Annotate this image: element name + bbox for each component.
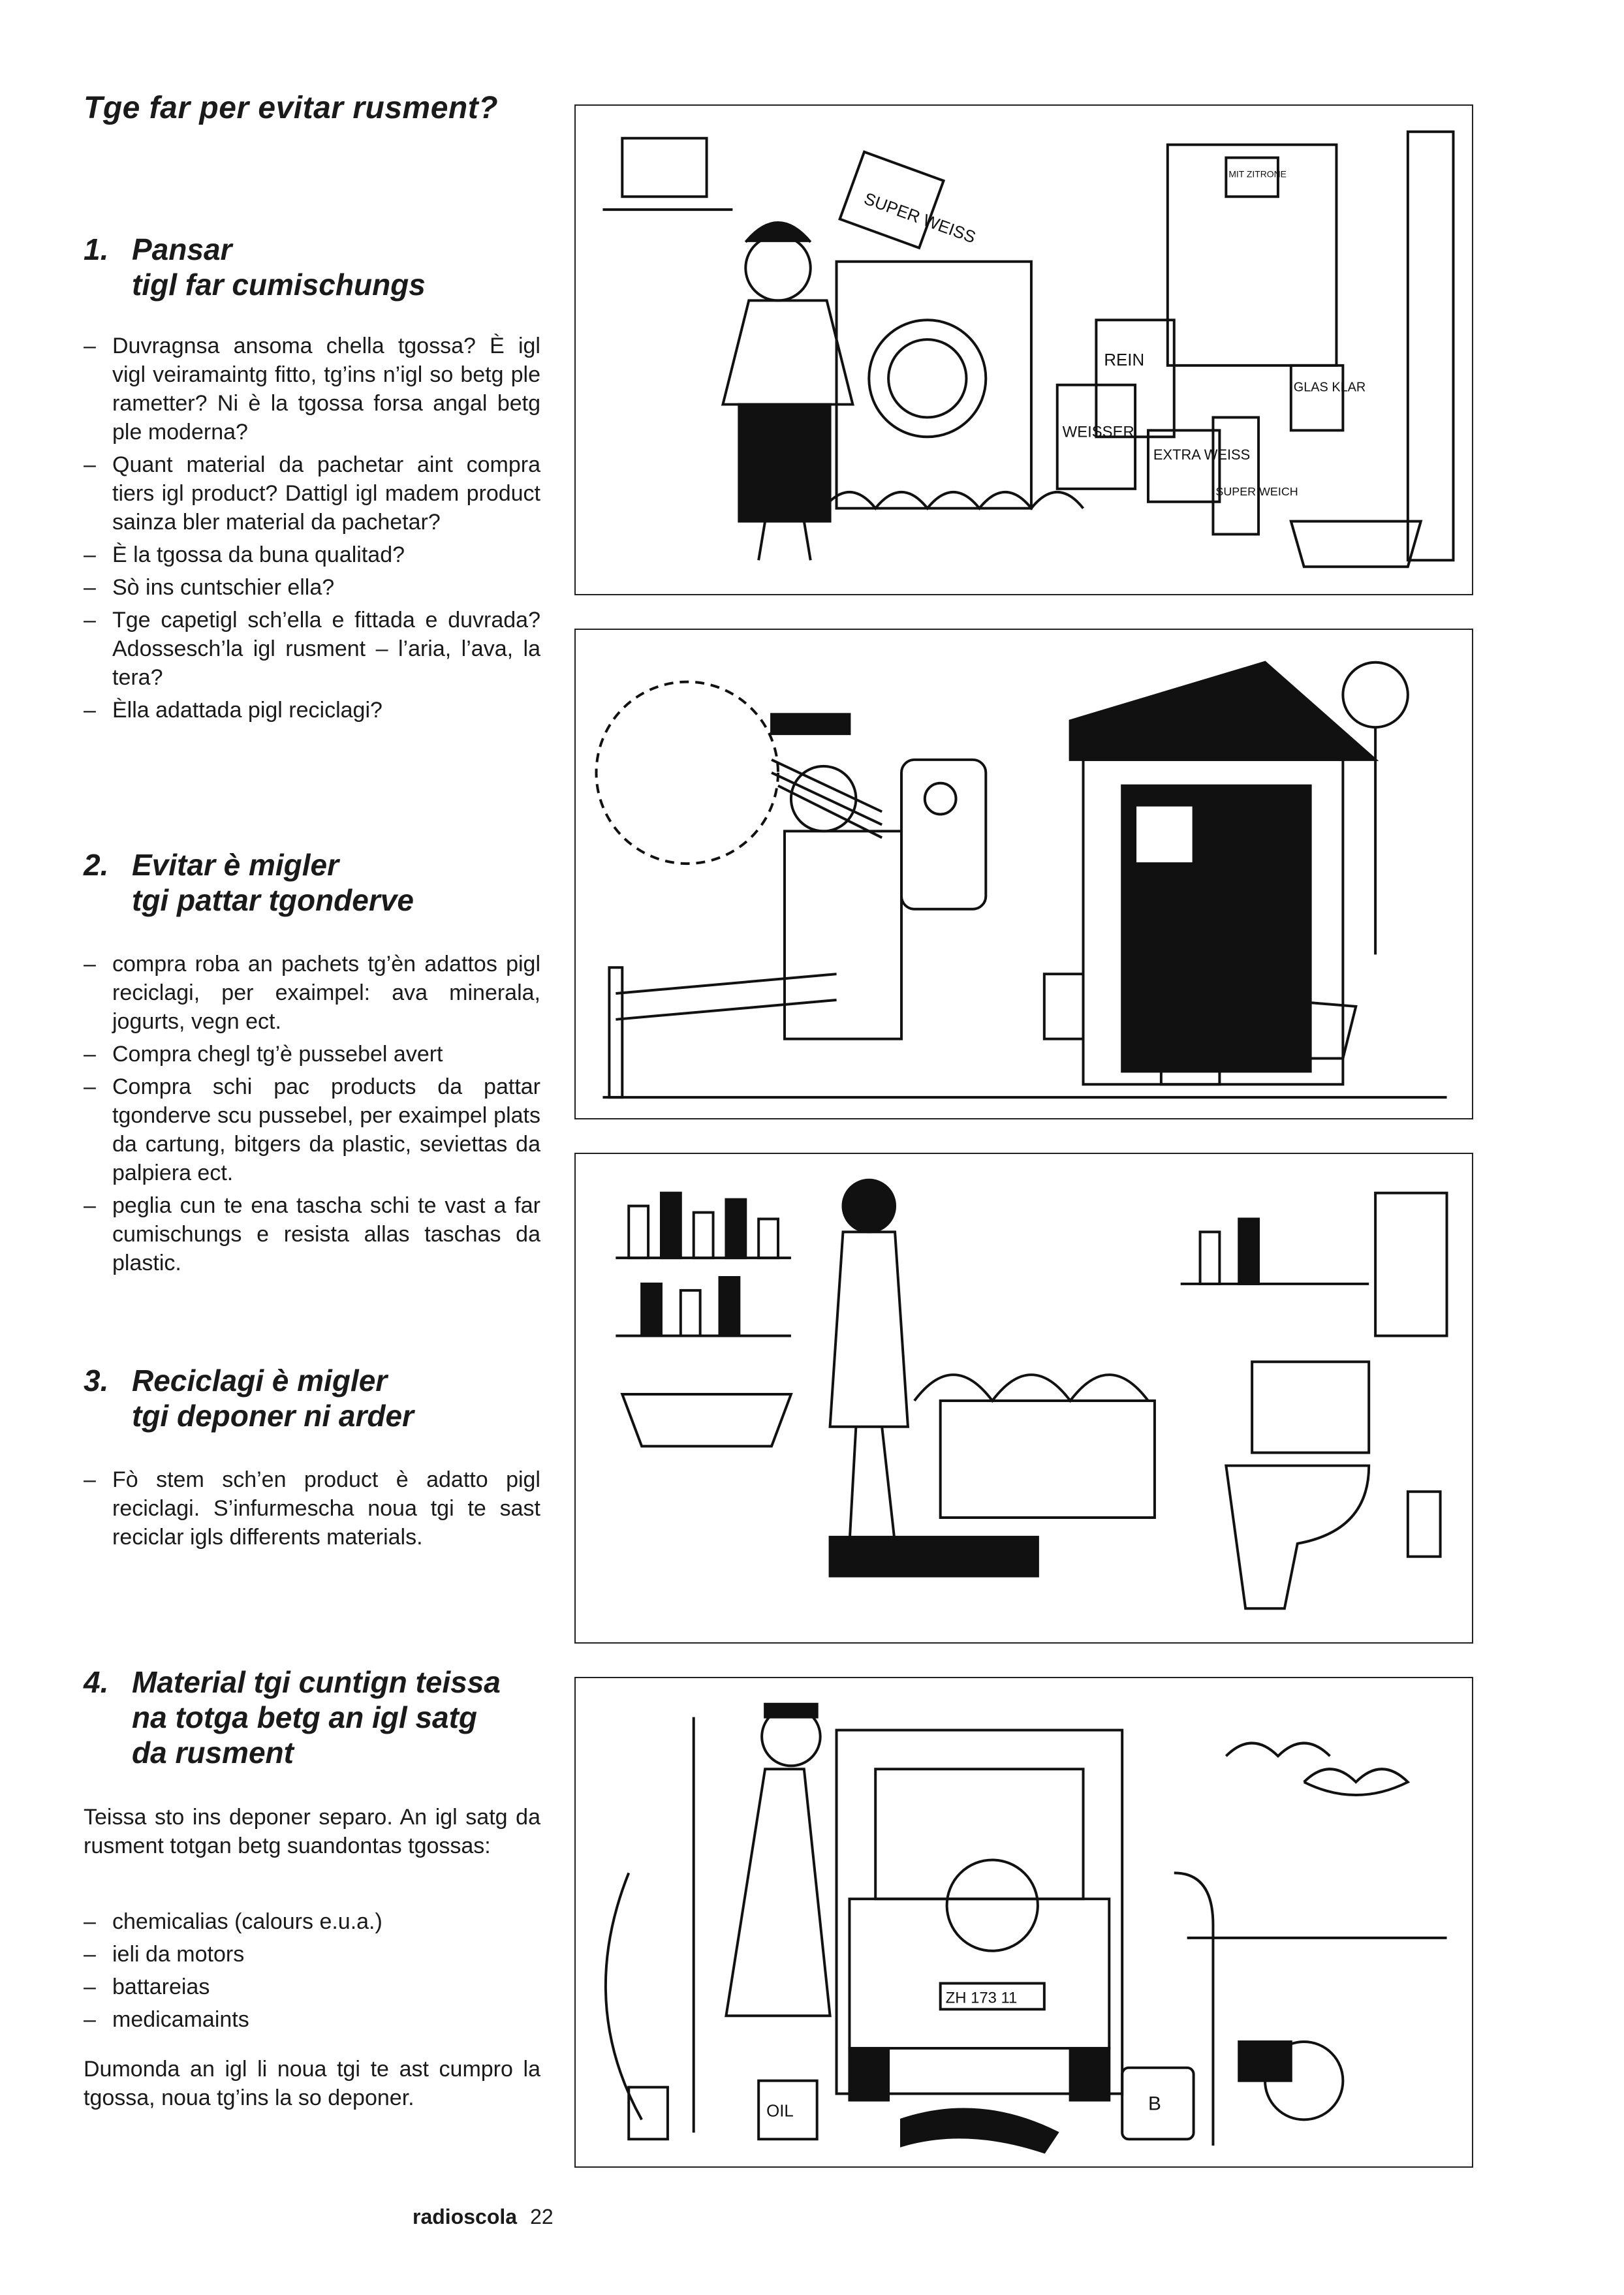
bathroom-drawing [576,1154,1472,1642]
list-item: – Duvragnsa ansoma chella tgossa? È igl vigl veiramaintg fitto, tg’ins n’igl so betg ple rametter? Ni è la tgossa forsa angal betg ple moderna? [84,332,540,446]
list-item: – Compra schi pac products da pattar tgonderve scu pussebel, per exaimpel plats da cartung, bitgers da plastic, seviettas da palpiera ect. [84,1072,540,1187]
heading-line: tigl far cumischungs [132,268,426,302]
list-item: – compra roba an pachets tg’èn adattos pigl reciclagi, per exaimpel: ava minerala, jogurts, vegn ect. [84,950,540,1036]
list-item: – Sò ins cuntschier ella? [84,573,540,602]
list-item: – Quant material da pachetar aint compra tiers igl product? Dattigl igl madem product sainza bler material da pachetar? [84,450,540,537]
section-number: 2. [84,848,109,882]
illustration-car [574,1677,1473,2168]
heading-line: Reciclagi è migler [132,1364,388,1397]
list-item: – battareias [84,1973,540,2001]
list-item: – Fò stem sch’en product è adatto pigl reciclagi. S’infurmescha noua tgi te sast reciclar igls differents materials. [84,1465,540,1552]
can-label: OIL [766,2102,794,2121]
section-3-heading [84,1363,414,1433]
jerrycan-label: B [1148,2093,1161,2115]
list-item: – medicamaints [84,2005,540,2034]
laundry-drawing [576,106,1472,594]
section-4-list [84,1907,540,2038]
bottle-label: SUPER WEICH [1215,484,1298,498]
illustration-garden [574,629,1473,1119]
car-drawing [576,1678,1472,2166]
sign-label: MIT ZITRONE [1228,168,1287,180]
section-number: 4. [84,1665,109,1699]
plate-label: ZH 173 11 [945,1989,1018,2007]
heading-line: tgi deponer ni arder [132,1399,414,1433]
heading-line: tgi pattar tgonderve [132,883,414,917]
box-label: GLAS KLAR [1293,380,1366,395]
list-item: – Compra chegl tg’è pussebel avert [84,1040,540,1069]
list-item: – peglia cun te ena tascha schi te vast a far cumischungs e resista allas taschas da plastic. [84,1191,540,1277]
heading-line: Pansar [132,232,232,266]
footer-brand: radioscola [413,2205,518,2228]
section-4-heading [84,1664,501,1770]
page-number: 22 [530,2205,554,2228]
section-3-list [84,1465,540,1555]
list-item: – Èlla adattada pigl reciclagi? [84,696,540,725]
heading-line: Material tgi cuntign teissa [132,1665,501,1699]
section-2-heading [84,847,414,918]
box-label: EXTRA WEISS [1153,446,1251,463]
heading-line: da rusment [132,1736,294,1770]
section-2-list [84,950,540,1281]
list-item: – Tge capetigl sch’ella e fittada e duvrada? Adossesch’la igl rusment – l’aria, l’ava, la tera? [84,606,540,692]
list-item: – chemicalias (calours e.u.a.) [84,1907,540,1936]
illustration-laundry [574,104,1473,595]
section-4-intro: Teissa sto ins deponer separo. An igl satg da rusment totgan betg suandontas tgossas: [84,1805,540,1858]
section-1-list [84,332,540,728]
section-number: 3. [84,1364,109,1397]
section-4-outro: Dumonda an igl li noua tgi te ast cumpro la tgossa, noua tg’ins la so deponer. [84,2057,540,2110]
page-footer [413,2205,554,2229]
illustration-bathroom [574,1153,1473,1644]
section-number: 1. [84,232,109,266]
heading-line: na totga betg an igl satg [132,1700,478,1734]
page-title: Tge far per evitar rusment? [84,91,499,125]
box-label: WEISSER [1062,423,1134,441]
box-label: REIN [1104,351,1145,369]
heading-line: Evitar è migler [132,848,339,882]
section-1-heading [84,232,426,302]
box-label: SUPER WEISS [861,189,978,247]
list-item: – ieli da motors [84,1940,540,1969]
list-item: – È la tgossa da buna qualitad? [84,540,540,569]
garden-drawing [576,630,1472,1118]
